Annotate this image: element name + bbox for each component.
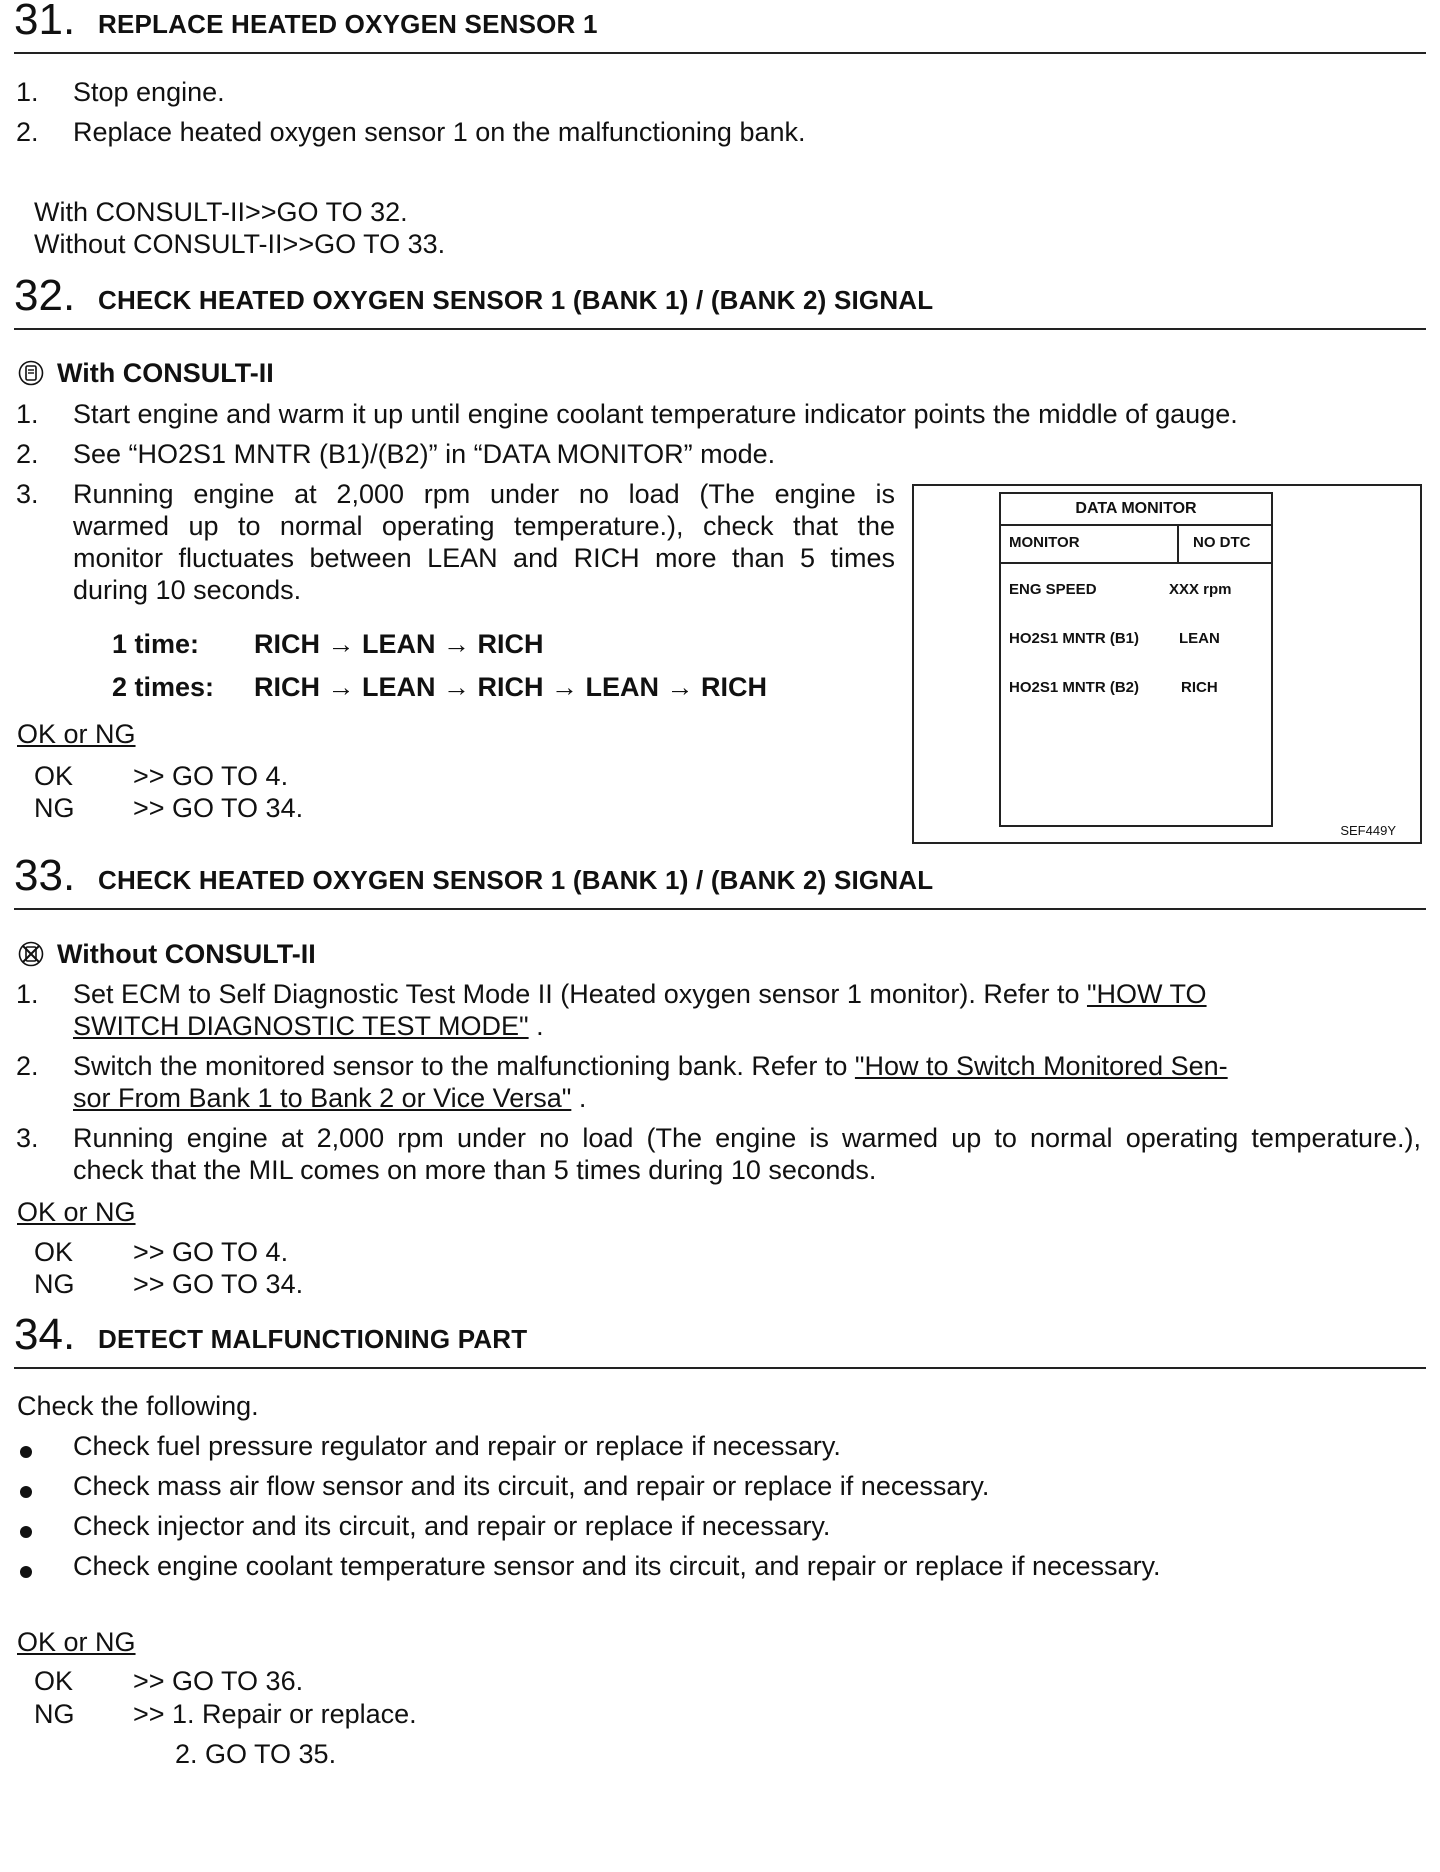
result-without-consult: Without CONSULT-II>>GO TO 33. — [34, 229, 446, 259]
monitor-row-value: LEAN — [1179, 630, 1220, 647]
section-32-title: CHECK HEATED OXYGEN SENSOR 1 (BANK 1) / (BANK 2) SIGNAL — [98, 285, 934, 315]
step-number: 2. — [16, 439, 39, 469]
section-33-title: CHECK HEATED OXYGEN SENSOR 1 (BANK 1) / (BANK 2) SIGNAL — [98, 865, 934, 895]
section-number-text: 31 — [14, 0, 63, 44]
section-number-text: 34 — [14, 1310, 63, 1359]
step-text-part: Set ECM to Self Diagnostic Test Mode II (Heated oxygen sensor 1 monitor). Refer to — [73, 979, 1087, 1009]
mode-label-without-consult: Without CONSULT-II — [57, 939, 316, 969]
ok-result: >> GO TO 4. — [133, 1237, 289, 1267]
data-monitor-header — [1001, 524, 1271, 564]
monitor-column-label: MONITOR — [1009, 534, 1080, 551]
section-number-dot: . — [62, 1310, 76, 1359]
cycle-value: RICH → LEAN → RICH — [254, 629, 544, 659]
bullet-text: Check injector and its circuit, and repair or replace if necessary. — [73, 1511, 831, 1541]
ok-label: OK — [34, 1666, 74, 1696]
mode-label-with-consult: With CONSULT-II — [57, 358, 274, 388]
step-text-line: during 10 seconds. — [73, 575, 302, 605]
ng-label: NG — [34, 1699, 75, 1729]
ng-result: >> GO TO 34. — [133, 1269, 304, 1299]
how-to-switch-diagnostic-test-mode-link[interactable]: SWITCH DIAGNOSTIC TEST MODE" — [73, 1011, 529, 1041]
ng-label: NG — [34, 1269, 75, 1299]
monitor-row-name: HO2S1 MNTR (B2) — [1009, 679, 1140, 696]
step-number: 3. — [16, 1123, 39, 1153]
step-text — [73, 978, 1207, 1010]
step-number: 3. — [16, 479, 39, 509]
ng-label: NG — [34, 793, 75, 823]
section-34-title: DETECT MALFUNCTIONING PART — [98, 1324, 528, 1354]
result-with-consult: With CONSULT-II>>GO TO 32. — [34, 197, 408, 227]
cycle-label: 2 times: — [112, 672, 215, 702]
no-consult-icon — [18, 941, 44, 967]
data-monitor-title: DATA MONITOR — [1001, 494, 1271, 526]
ng-result-step-2: 2. GO TO 35. — [175, 1739, 337, 1769]
step-text-line: Running engine at 2,000 rpm under no load (The engine is warmed up to normal operating temperature.), — [73, 1123, 1421, 1153]
step-text: Start engine and warm it up until engine coolant temperature indicator points the middle of gauge. — [73, 399, 1238, 429]
monitor-row-name: HO2S1 MNTR (B1) — [1009, 630, 1140, 647]
step-text: Stop engine. — [73, 77, 225, 107]
step-number: 1. — [16, 77, 39, 107]
step-text-part: Switch the monitored sensor to the malfunctioning bank. Refer to — [73, 1051, 855, 1081]
ok-ng-heading: OK or NG — [17, 1627, 136, 1657]
section-34-header — [14, 1310, 1426, 1369]
ok-ng-heading: OK or NG — [17, 719, 136, 749]
how-to-switch-diagnostic-test-mode-link[interactable]: "HOW TO — [1086, 979, 1207, 1009]
cycle-label: 1 time: — [112, 629, 200, 659]
step-text-line: monitor fluctuates between LEAN and RICH more than 5 times — [73, 543, 895, 573]
cycle-value: RICH → LEAN → RICH → LEAN → RICH — [254, 672, 767, 702]
section-33-number — [14, 851, 76, 900]
switch-monitored-sensor-link[interactable]: sor From Bank 1 to Bank 2 or Vice Versa" — [73, 1083, 572, 1113]
bullet-text: Check mass air flow sensor and its circuit, and repair or replace if necessary. — [73, 1471, 990, 1501]
step-number: 2. — [16, 117, 39, 147]
step-text: Replace heated oxygen sensor 1 on the malfunctioning bank. — [73, 117, 806, 147]
consult-icon — [18, 360, 44, 386]
section-34-number — [14, 1310, 76, 1359]
ok-result: >> GO TO 36. — [133, 1666, 304, 1696]
ok-label: OK — [34, 1237, 74, 1267]
switch-monitored-sensor-link[interactable]: "How to Switch Monitored Sen- — [854, 1051, 1228, 1081]
step-number: 2. — [16, 1051, 39, 1081]
bullet-icon — [20, 1446, 32, 1458]
step-text — [73, 1050, 1228, 1082]
data-monitor-figure — [912, 484, 1422, 844]
section-31-title: REPLACE HEATED OXYGEN SENSOR 1 — [98, 9, 598, 39]
monitor-row-value: XXX rpm — [1169, 581, 1232, 598]
section-31-header — [14, 0, 1426, 54]
step-number: 1. — [16, 979, 39, 1009]
section-number-dot: . — [62, 851, 76, 900]
step-text: See “HO2S1 MNTR (B1)/(B2)” in “DATA MONITOR” mode. — [73, 439, 776, 469]
monitor-row-name: ENG SPEED — [1009, 581, 1097, 598]
section-number-dot: . — [62, 0, 76, 44]
bullet-text: Check fuel pressure regulator and repair or replace if necessary. — [73, 1431, 841, 1461]
step-number: 1. — [16, 399, 39, 429]
monitor-row-value: RICH — [1181, 679, 1218, 696]
figure-id: SEF449Y — [1340, 823, 1396, 838]
step-text-line: Running engine at 2,000 rpm under no load (The engine is — [73, 479, 895, 509]
section-32-number — [14, 271, 76, 320]
bullet-icon — [20, 1566, 32, 1578]
section-intro: Check the following. — [17, 1391, 259, 1421]
section-number-dot: . — [62, 271, 76, 320]
section-number-text: 33 — [14, 851, 63, 900]
section-31-number — [14, 0, 75, 42]
ok-result: >> GO TO 4. — [133, 761, 289, 791]
section-32-header — [14, 271, 1426, 330]
step-text-line — [73, 1010, 544, 1042]
step-text-part: . — [528, 1011, 544, 1041]
step-text-part: . — [571, 1083, 587, 1113]
bullet-text: Check engine coolant temperature sensor and its circuit, and repair or replace if necessary. — [73, 1551, 1161, 1581]
bullet-icon — [20, 1486, 32, 1498]
ng-result: >> 1. Repair or replace. — [133, 1699, 417, 1729]
data-monitor-screen — [999, 492, 1273, 827]
bullet-icon — [20, 1526, 32, 1538]
section-33-header — [14, 851, 1426, 910]
ok-label: OK — [34, 761, 74, 791]
ng-result: >> GO TO 34. — [133, 793, 304, 823]
header-divider — [1177, 524, 1179, 562]
section-number-text: 32 — [14, 271, 63, 320]
dtc-status: NO DTC — [1193, 534, 1251, 551]
step-text-line: check that the MIL comes on more than 5 times during 10 seconds. — [73, 1155, 877, 1185]
ok-ng-heading: OK or NG — [17, 1197, 136, 1227]
step-text-line: warmed up to normal operating temperature.), check that the — [73, 511, 895, 541]
step-text-line — [73, 1082, 586, 1114]
